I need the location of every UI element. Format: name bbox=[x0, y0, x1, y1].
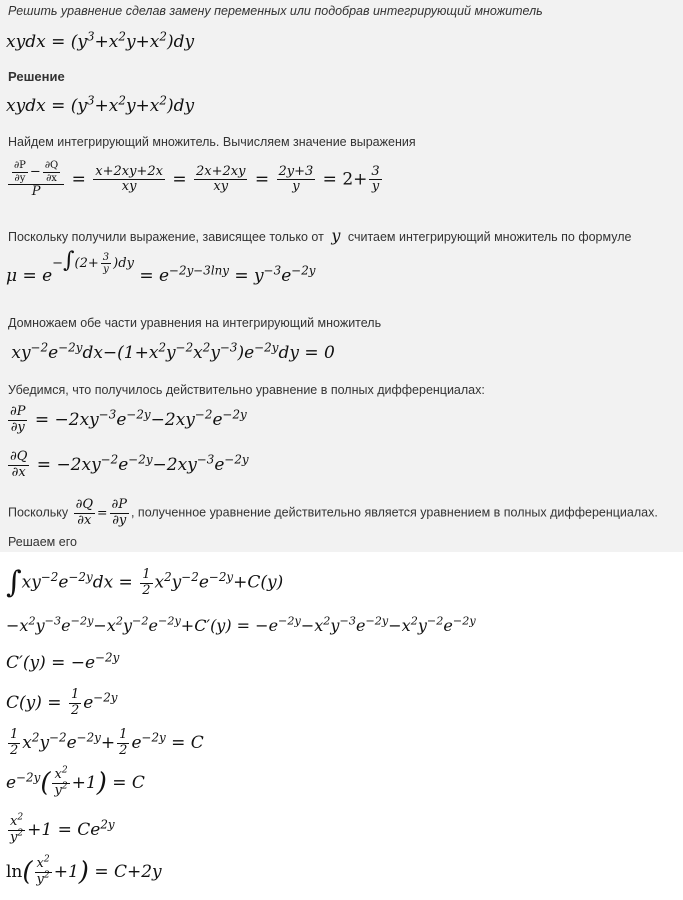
equation-original: xydx = $(y^3+x^2y+x^2)dy$ bbox=[6, 29, 195, 52]
equation-derivative-match: $-x^2y^{-3}e^{-2y}-x^2y^{-2}e^{-2y}+C'(y) = -e^{-2y}-x^2y^{-3}e^{-2y}-x^2y^{-2}e^{-2y}$ bbox=[6, 614, 476, 635]
exact-text-part2: , полученное уравнение действительно является уравнением в полных дифференциалах. bbox=[130, 505, 658, 520]
exact-dp-dy: $\frac{\partial P}{\partial y}$ bbox=[111, 497, 127, 528]
equation-simplified: $\frac{x^2}{y^2}$ $+1 = Ce^{2y}$ bbox=[10, 812, 115, 845]
step-depends-on-y-text bbox=[8, 226, 631, 245]
equation-c-prime: $C'(y) = -e^{-2y}$ bbox=[6, 650, 120, 673]
step-verify-text: Убедимся, что получилось действительно уравнение в полных дифференциалах: bbox=[8, 383, 485, 397]
equation-integral: $\int xy^{-2}e^{-2y}dx$ = $\frac{1}{2}$ $x^2y^{-2}e^{-2y}+C(y)$ bbox=[6, 565, 284, 600]
exact-dq-dx: $\frac{\partial Q}{\partial x}$ bbox=[75, 497, 94, 528]
equation-dp-dy: $\frac{\partial P}{\partial y}$ = $-2xy^{-3}e^{-2y}-2xy^{-2}e^{-2y}$ bbox=[10, 404, 247, 435]
depends-text-part2: считаем интегрирующий множитель по формуле bbox=[347, 230, 632, 244]
equation-final: ln( $\frac{x^2}{y^2}$ +1) = C+2y bbox=[6, 854, 162, 888]
equation-mu: $\mu = e^{-\int(2+ \frac{3}{y} )dy} = e^{-2y-3lny} = y^{-3}e^{-2y}$ bbox=[6, 248, 316, 286]
equation-restated: xydx = $(y^3+x^2y+x^2)dy$ bbox=[6, 93, 195, 116]
solution-heading: Решение bbox=[8, 69, 65, 84]
equation-c: C(y) = $\frac{1}{2}$ $e^{-2y}$ bbox=[6, 687, 118, 718]
depends-variable: y bbox=[331, 226, 341, 245]
equation-dq-dx: $\frac{\partial Q}{\partial x}$ = $-2xy^{-2}e^{-2y}-2xy^{-3}e^{-2y}$ bbox=[10, 449, 249, 480]
step-exact-text: Поскольку $\frac{\partial Q}{\partial x}$ = $\frac{\partial P}{\partial y}$ , полученное уравнение действительно является уравнением в полных дифференциалах. bbox=[8, 497, 658, 528]
problem-statement: Решить уравнение сделав замену переменных или подобрав интегрирующий множитель bbox=[8, 4, 543, 18]
depends-text-part1: Поскольку получили выражение, зависящее только от bbox=[8, 230, 324, 244]
equation-factored: $e^{-2y}$( $\frac{x^2}{y^2}$ +1) = C bbox=[6, 765, 145, 799]
step-multiply-text: Домножаем обе части уравнения на интегрирующий множитель bbox=[8, 316, 382, 330]
step-solve-text: Решаем его bbox=[8, 535, 77, 549]
equation-multiplied: $xy^{-2}e^{-2y}dx-(1+x^2y^{-2}x^2y^{-3})e^{-2y}dy = 0$ bbox=[6, 340, 335, 363]
equation-general-sum: $\frac{1}{2}$ $x^2y^{-2}e^{-2y}+$ $\frac{1}{2}$ $e^{-2y} = C$ bbox=[10, 727, 204, 758]
equation-ratio: $\frac{\partial P}{\partial y}$ − $\frac{\partial Q}{\partial x}$ P = $\frac{x+2xy+2x}{xy}$ = $\frac{2x+2xy}{xy}$ = $\frac{2y+3}{y}$ = 2+ $\frac{3}{y}$ bbox=[6, 160, 384, 200]
exact-text-part1: Поскольку bbox=[8, 505, 69, 520]
step-integrating-factor-text: Найдем интегрирующий множитель. Вычисляем значение выражения bbox=[8, 135, 416, 149]
